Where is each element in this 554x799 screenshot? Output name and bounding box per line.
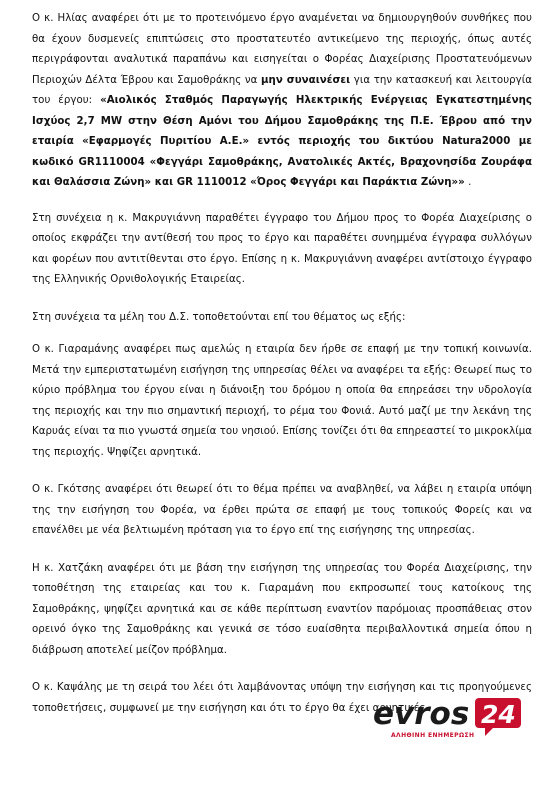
text-segment: για την κατασκευή και λειτουργία του έργου:	[32, 74, 532, 106]
text-segment: Ο κ. Ηλίας αναφέρει ότι με το προτεινόμενο έργο αναμένεται να δημιουργηθούν συνθήκες που θα έχουν δυσμενείς επιπτώσεις στο προστατευτέο αντικείμενο της περιοχής, όπως αυτές περιγράφονται αναλυτικά παραπάνω και εισηγείται ο Φορέας Διαχείρισης Προστατευόμενων Περιοχών Δέλτα Έβρου και Σαμοθράκης να	[32, 13, 532, 86]
evros24-watermark-logo	[371, 694, 523, 740]
logo-brand-text: evros	[373, 696, 470, 732]
text-segment: Στη συνέχεια τα μέλη του Δ.Σ. τοποθετούνται επί του θέματος ως εξής:	[32, 311, 406, 323]
paragraph-board-positions	[32, 308, 532, 329]
paragraph-chatzaki	[32, 559, 532, 662]
project-title: «Αιολικός Σταθμός Παραγωγής Ηλεκτρικής Ενέργειας Εγκατεστημένης Ισχύος 2,7 MW στην Θέση Αμόνι του Δήμου Σαμοθράκης της Π.Ε. Έβρου από την εταιρία «Εφαρμογές Πυριτίου Α.Ε.» εντός περιοχής του δικτύου Natura2000 με κωδικό GR1110004 «Φεγγάρι Σαμοθράκης, Ανατολικές Ακτές, Βραχονησίδα Ζουράφα και Θαλάσσια Ζώνη» και GR 1110012 «Όρος Φεγγάρι και Παράκτια Ζώνη»»	[32, 95, 533, 188]
logo-brand-number: 24	[481, 700, 516, 729]
text-segment-bold: μην συναινέσει	[261, 74, 351, 86]
text-segment: Στη συνέχεια η κ. Μακρυγιάννη παραθέτει έγγραφο του Δήμου προς το Φορέα Διαχείρισης ο οποίος εκφράζει την αντίθεσή του προς το έργο και παραθέτει συνημμένα έγγραφα συλλόγων και φορέων που αντιτίθενται στο έργο. Επίσης η κ. Μακρυγιάννη αναφέρει αντίστοιχο έγγραφο της Ελληνικής Ορνιθολογικής Εταιρείας.	[32, 212, 532, 285]
text-segment: Η κ. Χατζάκη αναφέρει ότι με βάση την εισήγηση της υπηρεσίας του Φορέα Διαχείρισης, την τοποθέτηση της εταιρείας και του κ. Γιαραμάνη που εκπροσωπεί τους κατοίκους της Σαμοθράκης, ψηφίζει αρνητικά και σε κάθε περίπτωση εναντίον παρόμοιας προσπάθειας στον ορεινό όγκο της Σαμοθράκης και γενικά σε τόσο ευαίσθητα περιβαλλοντικά σημεία όπου η διάβρωση αποτελεί μείζον πρόβλημα.	[32, 562, 532, 656]
paragraph-gkotsis	[32, 480, 532, 542]
paragraph-ilias	[32, 9, 532, 194]
logo-tagline: ΑΛΗΘΙΝΗ ΕΝΗΜΕΡΩΣΗ	[391, 732, 475, 739]
text-segment: Ο κ. Γκότσης αναφέρει ότι θεωρεί ότι το θέμα πρέπει να αναβληθεί, να λάβει η εταιρία υπόψη της την εισήγηση του Φορέα, να έρθει πρώτα σε επαφή με τους τοπικούς Φορείς και να επανέλθει με νέα βελτιωμένη πρόταση για το έργο επί της εισήγησης της υπηρεσίας.	[32, 484, 532, 536]
text-segment: Ο κ. Γιαραμάνης αναφέρει πως αμελώς η εταιρία δεν ήρθε σε επαφή με την τοπική κοινωνία. Μετά την εμπεριστατωμένη εισήγηση της υπηρεσίας θέλει να αναφέρει τα εξής: Θεωρεί πως το κύριο πρόβλημα του έργου είναι η διάνοιξη του δρόμου η οποία θα επηρεάσει την υδρολογία της περιοχής και την πιο σημαντική περιοχή, το ρέμα του Φονιά. Αυτό μαζί με την λεκάνη της Καρυάς είναι τα πιο γνωστά σημεία του νησιού. Επίσης τονίζει ότι θα επηρεαστεί το μικροκλίμα της περιοχής. Ψηφίζει αρνητικά.	[32, 344, 532, 458]
text-segment: .	[464, 177, 472, 188]
text-segment: Ο κ. Καψάλης με τη σειρά του λέει ότι λαμβάνοντας υπόψη την εισήγηση και τις προηγούμενες τοποθετήσεις, συμφωνεί με την εισήγηση και ότι το έργο θα έχει αρνητικές	[32, 682, 532, 714]
paragraph-giaramanis	[32, 340, 532, 463]
evros24-logo-graphic	[371, 694, 523, 740]
paragraph-makrygianni	[32, 209, 532, 291]
